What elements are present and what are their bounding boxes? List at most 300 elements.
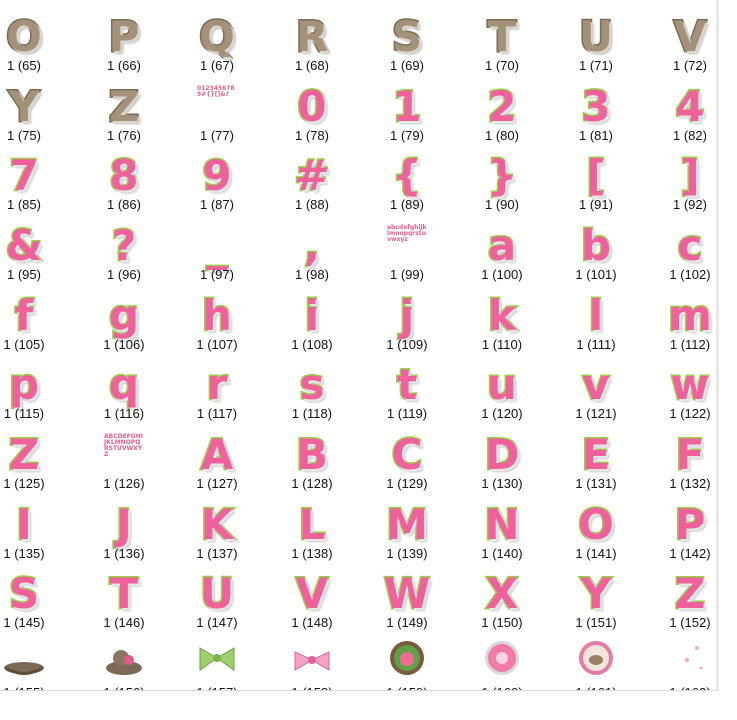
- file-name-label: 1 (79): [390, 128, 424, 143]
- file-name-label: 1 (67): [200, 58, 234, 73]
- bird-nest-icon: [101, 638, 147, 687]
- file-thumbnail[interactable]: [643, 285, 737, 355]
- file-thumbnail[interactable]: [170, 563, 264, 633]
- file-name-label: 1 (122): [669, 406, 711, 421]
- file-thumbnail[interactable]: [0, 285, 71, 355]
- letter-glyph: g: [108, 291, 140, 340]
- thumbnail-image: [549, 285, 643, 339]
- file-thumbnail[interactable]: [549, 354, 643, 424]
- file-name-label: 1 (131): [575, 476, 617, 491]
- file-name-label: 1 (65): [7, 58, 41, 73]
- letter-glyph: S: [391, 12, 423, 61]
- file-thumbnail[interactable]: [360, 76, 454, 146]
- file-name-label: 1 (152): [669, 615, 711, 630]
- thumbnail-image: [360, 6, 454, 60]
- letter-glyph: E: [581, 430, 611, 479]
- letter-glyph: P: [108, 12, 140, 61]
- file-name-label: 1 (146): [103, 615, 145, 630]
- thumbnail-image: [265, 6, 359, 60]
- thumbnail-image: [77, 285, 171, 339]
- file-name-label: 1 (130): [481, 476, 523, 491]
- thumbnail-image: [360, 563, 454, 617]
- file-name-label: 1 (75): [7, 128, 41, 143]
- letter-glyph: Q: [199, 12, 235, 61]
- file-name-label: 1 (140): [481, 546, 523, 561]
- letter-glyph: V: [295, 569, 329, 618]
- letter-glyph: Z: [674, 569, 706, 618]
- file-thumbnail[interactable]: [0, 424, 71, 494]
- file-name-label: 1 (142): [669, 546, 711, 561]
- letter-glyph: a: [487, 221, 517, 270]
- file-name-label: 1 (148): [291, 615, 333, 630]
- file-thumbnail[interactable]: [170, 424, 264, 494]
- file-name-label: 1 (120): [481, 406, 523, 421]
- file-name-label: 1 (111): [576, 337, 616, 352]
- file-name-label: 1 (86): [107, 197, 141, 212]
- thumbnail-image: [265, 354, 359, 408]
- bird-circle-icon: [573, 638, 619, 687]
- thumbnail-image: [77, 424, 171, 478]
- file-name-label: 1 (98): [295, 267, 329, 282]
- letter-glyph: L: [298, 500, 326, 549]
- thumbnail-image: [360, 145, 454, 199]
- thumbnail-image: [0, 424, 71, 478]
- letter-glyph: v: [582, 360, 610, 409]
- file-name-label: 1 (100): [481, 267, 523, 282]
- file-name-label: 1 (92): [673, 197, 707, 212]
- letter-glyph: ?: [111, 221, 137, 270]
- file-thumbnail[interactable]: [170, 76, 264, 146]
- file-thumbnail[interactable]: [360, 285, 454, 355]
- letter-glyph: f: [14, 291, 34, 340]
- file-name-label: 1 (96): [107, 267, 141, 282]
- file-name-label: 1 (135): [3, 546, 45, 561]
- file-thumbnail[interactable]: [77, 215, 171, 285]
- file-thumbnail[interactable]: [265, 563, 359, 633]
- thumbnail-image: [170, 494, 264, 548]
- file-name-label: 1 (97): [200, 267, 234, 282]
- file-thumbnail[interactable]: [0, 76, 71, 146]
- file-name-label: 1 (90): [485, 197, 519, 212]
- letter-glyph: l: [588, 291, 604, 340]
- file-thumbnail[interactable]: [643, 6, 737, 76]
- letter-glyph: O: [578, 500, 614, 549]
- file-thumbnail[interactable]: [265, 145, 359, 215]
- file-thumbnail[interactable]: [170, 285, 264, 355]
- letter-glyph: ]: [680, 151, 700, 200]
- file-name-label: 1 (150): [481, 615, 523, 630]
- thumbnail-image: [0, 494, 71, 548]
- letter-glyph: i: [304, 291, 320, 340]
- file-name-label: 1 (132): [669, 476, 711, 491]
- file-name-label: 1 (107): [196, 337, 238, 352]
- file-thumbnail[interactable]: [360, 6, 454, 76]
- file-thumbnail[interactable]: [0, 6, 71, 76]
- file-thumbnail[interactable]: [265, 354, 359, 424]
- thumbnail-image: [265, 145, 359, 199]
- thumbnail-image: [455, 633, 549, 687]
- file-name-label: 1 (70): [485, 58, 519, 73]
- file-thumbnail[interactable]: [170, 145, 264, 215]
- file-thumbnail[interactable]: [455, 424, 549, 494]
- letter-glyph: ,: [304, 221, 320, 270]
- thumbnail-image: [455, 424, 549, 478]
- thumbnail-image: [170, 215, 264, 269]
- file-thumbnail[interactable]: [549, 424, 643, 494]
- file-name-label: 1 (72): [673, 58, 707, 73]
- thumbnail-image: [0, 633, 71, 687]
- letter-glyph: T: [109, 569, 139, 618]
- thumbnail-image: [170, 563, 264, 617]
- file-thumbnail[interactable]: [643, 354, 737, 424]
- file-thumbnail[interactable]: [549, 76, 643, 146]
- thumbnail-image: [77, 633, 171, 687]
- file-thumbnail[interactable]: [549, 563, 643, 633]
- letter-glyph: 8: [109, 151, 139, 200]
- file-thumbnail[interactable]: [77, 285, 171, 355]
- file-name-label: 1 (109): [386, 337, 428, 352]
- file-thumbnail[interactable]: [0, 145, 71, 215]
- thumbnail-image: [549, 145, 643, 199]
- thumbnail-image: [643, 354, 737, 408]
- thumbnail-image: [455, 285, 549, 339]
- file-thumbnail[interactable]: [77, 76, 171, 146]
- file-name-label: 1 (127): [196, 476, 238, 491]
- file-name-label: 1 (125): [3, 476, 45, 491]
- file-thumbnail[interactable]: [643, 145, 737, 215]
- thumbnail-image: [170, 633, 264, 687]
- letter-glyph: B: [295, 430, 328, 479]
- letter-glyph: 9: [202, 151, 232, 200]
- file-name-label: 1 (151): [575, 615, 617, 630]
- thumbnail-image: [549, 6, 643, 60]
- letter-glyph: A: [200, 430, 234, 479]
- green-bow-icon: [194, 638, 240, 687]
- file-thumbnail[interactable]: [360, 563, 454, 633]
- file-name-label: 1 (69): [390, 58, 424, 73]
- file-thumbnail[interactable]: [170, 494, 264, 564]
- thumbnail-image: [0, 215, 71, 269]
- file-name-label: 1 (68): [295, 58, 329, 73]
- thumbnail-image: [170, 6, 264, 60]
- letter-glyph: r: [206, 360, 228, 409]
- file-name-label: 1 (76): [107, 128, 141, 143]
- file-thumbnail[interactable]: [170, 6, 264, 76]
- file-name-label: 1 (85): [7, 197, 41, 212]
- file-name-label: 1 (108): [291, 337, 333, 352]
- file-name-label: 1 (110): [481, 337, 523, 352]
- file-name-label: 1 (106): [103, 337, 145, 352]
- bird-button-icon: [384, 638, 430, 687]
- file-thumbnail[interactable]: [77, 424, 171, 494]
- thumbnail-image: [170, 354, 264, 408]
- file-thumbnail[interactable]: [455, 215, 549, 285]
- file-thumbnail[interactable]: [455, 285, 549, 355]
- file-thumbnail[interactable]: [360, 354, 454, 424]
- thumbnail-image: [643, 215, 737, 269]
- letter-glyph: V: [673, 12, 707, 61]
- letter-glyph: P: [674, 500, 706, 549]
- thumbnail-image: [77, 215, 171, 269]
- thumbnail-image: [0, 145, 71, 199]
- file-name-label: 1 (80): [485, 128, 519, 143]
- file-name-label: 1 (102): [669, 267, 711, 282]
- file-thumbnail[interactable]: [360, 215, 454, 285]
- thumbnail-image: [77, 76, 171, 130]
- file-thumbnail[interactable]: [360, 494, 454, 564]
- letter-glyph: R: [295, 12, 329, 61]
- letter-glyph: k: [488, 291, 516, 340]
- letter-glyph: b: [580, 221, 612, 270]
- thumbnail-image: [455, 145, 549, 199]
- thumbnail-image: [360, 285, 454, 339]
- thumbnail-image: [265, 215, 359, 269]
- thumbnail-image: [265, 633, 359, 687]
- thumbnail-image: [643, 145, 737, 199]
- thumbnail-image: [643, 494, 737, 548]
- file-thumbnail[interactable]: [643, 215, 737, 285]
- file-thumbnail[interactable]: [549, 145, 643, 215]
- thumbnail-image: [455, 354, 549, 408]
- file-thumbnail[interactable]: [360, 424, 454, 494]
- thumbnail-image: [455, 494, 549, 548]
- scrollbar-edge[interactable]: [716, 0, 719, 690]
- file-name-label: 1 (138): [291, 546, 333, 561]
- thumbnail-image: [265, 494, 359, 548]
- letter-glyph: Y: [580, 569, 612, 618]
- file-name-label: 1 (117): [196, 406, 238, 421]
- file-name-label: 1 (91): [579, 197, 613, 212]
- letter-glyph: T: [487, 12, 517, 61]
- letter-glyph: w: [670, 360, 710, 409]
- letter-glyph: X: [485, 569, 519, 618]
- thumbnail-image: [643, 633, 737, 687]
- file-name-label: 1 (126): [103, 476, 145, 491]
- file-thumbnail[interactable]: [455, 76, 549, 146]
- thumbnail-image: [360, 354, 454, 408]
- thumbnail-image: [265, 424, 359, 478]
- thumbnail-image: [549, 215, 643, 269]
- file-thumbnail[interactable]: [170, 354, 264, 424]
- file-name-label: 1 (128): [291, 476, 333, 491]
- file-thumbnail[interactable]: [643, 563, 737, 633]
- file-name-label: 1 (99): [390, 267, 424, 282]
- thumbnail-image: [455, 6, 549, 60]
- file-thumbnail[interactable]: [360, 145, 454, 215]
- file-name-label: 1 (121): [575, 406, 617, 421]
- thumbnail-image: [643, 424, 737, 478]
- file-thumbnail[interactable]: [549, 215, 643, 285]
- letter-glyph: q: [108, 360, 140, 409]
- thumbnail-image: [360, 215, 454, 269]
- file-name-label: 1 (95): [7, 267, 41, 282]
- file-thumbnail[interactable]: [170, 215, 264, 285]
- file-name-label: 1 (101): [575, 267, 617, 282]
- letter-glyph: C: [391, 430, 423, 479]
- letter-glyph: s: [299, 360, 325, 409]
- thumbnail-image: [360, 76, 454, 130]
- file-thumbnail[interactable]: [265, 285, 359, 355]
- thumbnail-image: [643, 563, 737, 617]
- file-name-label: 1 (89): [390, 197, 424, 212]
- alphabet-sheet-preview: abcdefghijklmnopqrstuvwxyz: [387, 224, 427, 243]
- letter-glyph: U: [578, 12, 614, 61]
- file-name-label: 1 (88): [295, 197, 329, 212]
- thumbnail-image: [0, 76, 71, 130]
- file-thumbnail[interactable]: [0, 215, 71, 285]
- file-thumbnail[interactable]: [265, 6, 359, 76]
- thumbnail-image: [0, 285, 71, 339]
- file-name-label: 1 (147): [196, 615, 238, 630]
- file-thumbnail[interactable]: [265, 494, 359, 564]
- letter-glyph: W: [383, 569, 431, 618]
- file-thumbnail[interactable]: [549, 285, 643, 355]
- letter-glyph: [: [586, 151, 606, 200]
- thumbnail-image: [549, 354, 643, 408]
- letter-glyph: 7: [9, 151, 39, 200]
- file-name-label: 1 (129): [386, 476, 428, 491]
- thumbnail-image: [77, 354, 171, 408]
- thumbnail-image: [360, 633, 454, 687]
- file-name-label: 1 (82): [673, 128, 707, 143]
- thumbnail-image: [549, 76, 643, 130]
- file-thumbnail[interactable]: [455, 354, 549, 424]
- thumbnail-image: [0, 6, 71, 60]
- letter-glyph: 1: [392, 82, 422, 131]
- letter-glyph: 4: [675, 82, 705, 131]
- letter-glyph: &: [5, 221, 43, 270]
- file-thumbnail[interactable]: [0, 563, 71, 633]
- thumbnail-image: [549, 494, 643, 548]
- file-thumbnail[interactable]: [77, 494, 171, 564]
- thumbnail-image: [549, 424, 643, 478]
- file-name-label: 1 (139): [386, 546, 428, 561]
- letter-glyph: m: [668, 291, 712, 340]
- letter-glyph: p: [8, 360, 40, 409]
- file-thumbnail[interactable]: [0, 354, 71, 424]
- thumbnail-image: [0, 354, 71, 408]
- letter-glyph: U: [199, 569, 235, 618]
- thumbnail-image: [265, 285, 359, 339]
- file-thumbnail[interactable]: [455, 6, 549, 76]
- file-name-label: 1 (119): [386, 406, 428, 421]
- pink-bow-icon: [289, 638, 335, 687]
- thumbnail-image: [170, 285, 264, 339]
- sparkle-icon: [667, 638, 713, 687]
- letter-glyph: h: [202, 291, 232, 340]
- file-thumbnail[interactable]: [643, 76, 737, 146]
- file-thumbnail[interactable]: [77, 354, 171, 424]
- thumbnail-image: [77, 494, 171, 548]
- file-thumbnail[interactable]: [455, 494, 549, 564]
- file-name-label: 1 (137): [196, 546, 238, 561]
- letter-glyph: _: [206, 221, 228, 270]
- letter-glyph: 2: [487, 82, 517, 131]
- file-thumbnail[interactable]: [265, 76, 359, 146]
- thumbnail-image: [265, 76, 359, 130]
- thumbnail-image: [643, 6, 737, 60]
- letter-glyph: F: [675, 430, 705, 479]
- thumbnail-image: [0, 563, 71, 617]
- nest-icon: [1, 638, 47, 687]
- letter-glyph: N: [484, 500, 520, 549]
- letter-glyph: Z: [8, 430, 40, 479]
- thumbnail-image: [455, 563, 549, 617]
- file-thumbnail[interactable]: [549, 6, 643, 76]
- file-thumbnail[interactable]: [549, 494, 643, 564]
- thumbnail-image: [549, 563, 643, 617]
- letter-glyph: J: [116, 500, 132, 549]
- file-thumbnail[interactable]: [77, 563, 171, 633]
- file-name-label: 1 (136): [103, 546, 145, 561]
- file-thumbnail[interactable]: [265, 424, 359, 494]
- letter-glyph: }: [487, 151, 517, 200]
- letter-glyph: O: [6, 12, 42, 61]
- file-thumbnail[interactable]: [643, 424, 737, 494]
- thumbnail-image: [455, 76, 549, 130]
- thumbnail-image: [360, 424, 454, 478]
- file-thumbnail[interactable]: [455, 145, 549, 215]
- letter-glyph: j: [399, 291, 415, 340]
- file-name-label: 1 (78): [295, 128, 329, 143]
- letter-glyph: I: [16, 500, 32, 549]
- letter-glyph: D: [484, 430, 520, 479]
- thumbnail-image: [77, 6, 171, 60]
- file-name-label: 1 (77): [200, 128, 234, 143]
- file-name-label: 1 (66): [107, 58, 141, 73]
- file-name-label: 1 (71): [579, 58, 613, 73]
- file-name-label: 1 (149): [386, 615, 428, 630]
- thumbnail-image: [170, 76, 264, 130]
- thumbnail-image: [77, 563, 171, 617]
- file-name-label: 1 (112): [669, 337, 711, 352]
- file-thumbnail[interactable]: [77, 6, 171, 76]
- thumbnail-image: [643, 285, 737, 339]
- file-thumbnail[interactable]: [455, 563, 549, 633]
- file-thumbnail[interactable]: [0, 494, 71, 564]
- letter-glyph: 0: [297, 82, 327, 131]
- letter-glyph: M: [386, 500, 428, 549]
- thumbnail-image: [549, 633, 643, 687]
- file-name-label: 1 (115): [3, 406, 45, 421]
- letter-glyph: t: [396, 360, 418, 409]
- letter-glyph: c: [677, 221, 703, 270]
- letter-glyph: 3: [581, 82, 611, 131]
- thumbnail-image: [77, 145, 171, 199]
- alphabet-sheet-preview: ABCDEFGHIJKLMNOPQRSTUVWXYZ: [104, 433, 143, 458]
- file-thumbnail[interactable]: [643, 494, 737, 564]
- thumbnail-image: [265, 563, 359, 617]
- thumbnail-image: [170, 145, 264, 199]
- letter-glyph: S: [8, 569, 40, 618]
- alphabet-sheet-preview: 0123456789#{}[]&?: [197, 85, 235, 98]
- thumbnail-image: [643, 76, 737, 130]
- file-thumbnail[interactable]: [265, 215, 359, 285]
- file-name-label: 1 (116): [103, 406, 145, 421]
- file-thumbnail[interactable]: [77, 145, 171, 215]
- letter-glyph: u: [487, 360, 517, 409]
- letter-glyph: #: [294, 151, 330, 200]
- letter-glyph: Y: [8, 82, 40, 131]
- letter-glyph: K: [200, 500, 234, 549]
- thumbnail-image: [170, 424, 264, 478]
- letter-glyph: Z: [108, 82, 140, 131]
- file-name-label: 1 (141): [575, 546, 617, 561]
- status-bar: [0, 690, 719, 720]
- letter-glyph: {: [392, 151, 422, 200]
- thumbnail-image: [455, 215, 549, 269]
- file-name-label: 1 (118): [291, 406, 333, 421]
